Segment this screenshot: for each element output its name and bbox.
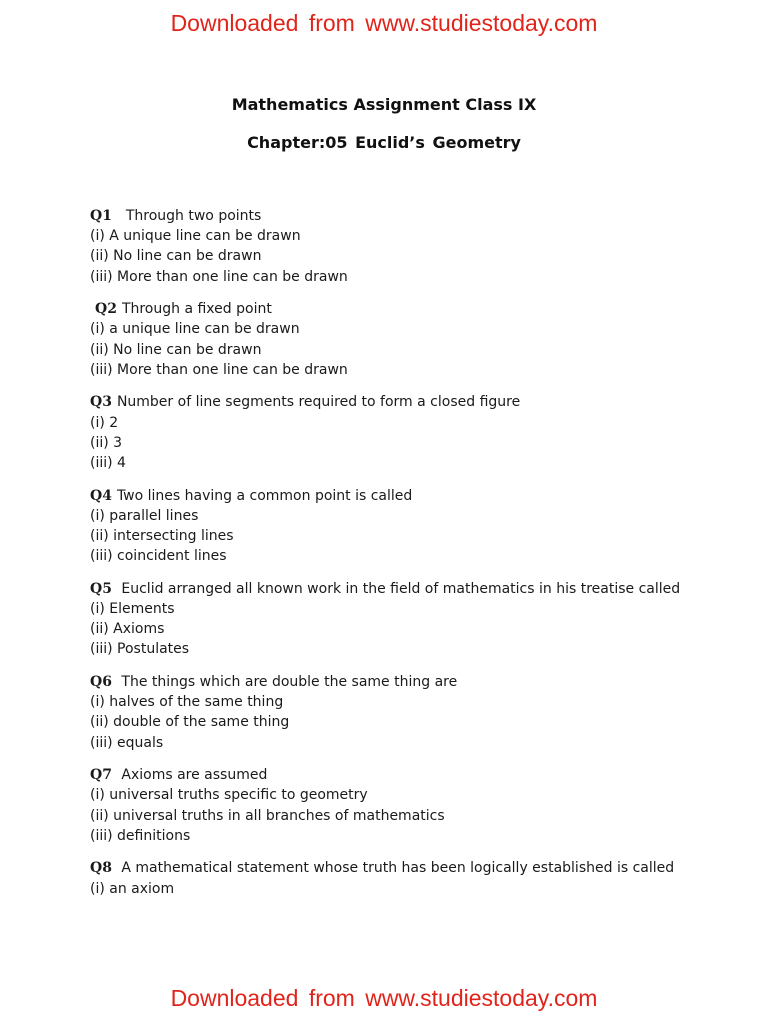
question-line <box>90 858 730 878</box>
answer-option: (i) universal truths specific to geometry <box>90 787 368 804</box>
answer-option: (iii) 4 <box>90 455 126 472</box>
download-banner-bottom: Downloaded from www.studiestoday.com <box>170 985 598 1011</box>
answer-option: (iii) More than one line can be drawn <box>90 361 348 378</box>
question-list <box>90 206 730 911</box>
question-line <box>90 299 730 319</box>
question-text: Two lines having a common point is called <box>116 487 413 504</box>
download-banner-top: Downloaded from www.studiestoday.com <box>170 10 598 36</box>
question-line <box>90 579 730 599</box>
answer-option: (ii) No line can be drawn <box>90 248 262 265</box>
question-text: Number of line segments required to form a closed figure <box>116 394 521 411</box>
question-line <box>90 486 730 506</box>
answer-option: (i) halves of the same thing <box>90 694 284 711</box>
question-block <box>90 579 730 660</box>
question-number: Q5 <box>90 580 112 597</box>
question-text: The things which are double the same thing are <box>116 674 458 691</box>
question-number: Q8 <box>90 860 112 877</box>
answer-option: (i) parallel lines <box>90 507 199 524</box>
answer-option: (ii) universal truths in all branches of mathematics <box>90 807 445 824</box>
question-text: Through a fixed point <box>121 301 272 318</box>
chapter-title: Chapter:05 Euclid’s Geometry <box>247 133 521 152</box>
question-block <box>90 765 730 846</box>
question-number: Q3 <box>90 394 112 411</box>
answer-option: (iii) coincident lines <box>90 548 227 565</box>
answer-option: (i) an axiom <box>90 880 175 897</box>
question-line <box>90 672 730 692</box>
question-block <box>90 486 730 567</box>
question-number: Q2 <box>95 301 117 318</box>
question-number: Q4 <box>90 487 112 504</box>
answer-option: (i) Elements <box>90 601 175 618</box>
document-title: Mathematics Assignment Class IX <box>231 95 537 114</box>
question-text: A mathematical statement whose truth has been logically established is called <box>116 860 675 877</box>
question-number: Q6 <box>90 674 112 691</box>
answer-option: (ii) double of the same thing <box>90 714 290 731</box>
answer-option: (i) 2 <box>90 414 119 431</box>
question-block <box>90 206 730 287</box>
question-block <box>90 392 730 473</box>
question-text: Through two points <box>116 208 262 224</box>
question-text: Axioms are assumed <box>116 767 268 784</box>
answer-option: (ii) 3 <box>90 434 123 451</box>
question-line <box>90 206 730 226</box>
question-block <box>90 672 730 753</box>
answer-option: (i) a unique line can be drawn <box>90 321 300 338</box>
answer-option: (iii) Postulates <box>90 641 190 658</box>
question-block <box>90 299 730 380</box>
question-line <box>90 392 730 412</box>
question-line <box>90 765 730 785</box>
question-block <box>90 858 730 898</box>
answer-option: (ii) Axioms <box>90 621 165 638</box>
answer-option: (i) A unique line can be drawn <box>90 228 301 245</box>
answer-option: (ii) intersecting lines <box>90 528 234 545</box>
question-number: Q7 <box>90 767 112 784</box>
answer-option: (ii) No line can be drawn <box>90 341 262 358</box>
question-number: Q1 <box>90 208 112 224</box>
answer-option: (iii) definitions <box>90 827 191 844</box>
answer-option: (iii) More than one line can be drawn <box>90 268 348 285</box>
question-text: Euclid arranged all known work in the field of mathematics in his treatise called <box>116 580 681 597</box>
answer-option: (iii) equals <box>90 734 164 751</box>
